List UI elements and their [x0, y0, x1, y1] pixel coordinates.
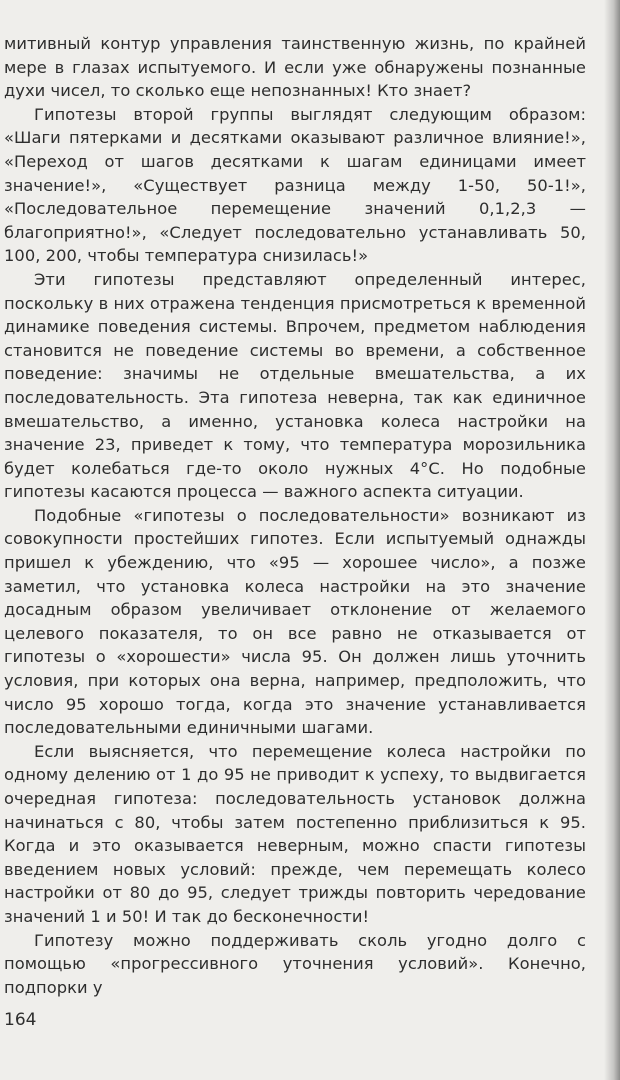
paragraph-5: Если выясняется, что перемещение колеса настройки по одному делению от 1 до 95 не приводит к успеху, то выдвигается очередная гипотеза: последовательность установок должна начинаться с 80, чтобы затем постепенно приблизиться к 95. Когда и это оказывается неверным, можно спасти гипотезы введением новых условий: прежде, чем перемещать колесо настройки от 80 до 95, следует трижды повторить чередование значений 1 и 50! И так до бесконечности!: [4, 741, 586, 926]
body-text: [4, 32, 586, 999]
paragraph-4: Подобные «гипотезы о последовательности» возникают из совокупности простейших гипотез. Если испытуемый однажды пришел к убеждению, что «95 — хорошее число», а позже заметил, что установка колеса настройки на это значение досадным образом увеличивает отклонение от желаемого целевого показателя, то он все равно не отказывается от гипотезы о «хорошести» числа 95. Он должен лишь уточнить условия, при которых она верна, например, предположить, что число 95 хорошо тогда, когда это значение устанавливается последовательными единичными шагами.: [4, 505, 586, 738]
paragraph-2: Гипотезы второй группы выглядят следующим образом: «Шаги пятерками и десятками оказывают различное влияние!», «Переход от шагов десятками к шагам единицами имеет значение!», «Существует разница между 1-50, 50-1!», «Последовательное перемещение значений 0,1,2,3 — благоприятно!», «Следует последовательно устанавливать 50, 100, 200, чтобы температура снизилась!»: [4, 104, 586, 266]
paragraph-1: митивный контур управления таинственную жизнь, по крайней мере в глазах испытуемого. И если уже обнаружены познанные духи чисел, то сколько еще непознанных! Кто знает?: [4, 34, 586, 101]
page-edge-shadow: [604, 0, 620, 1080]
page-number: 164: [4, 1010, 37, 1030]
paragraph-6: Гипотезу можно поддерживать сколь угодно долго с помощью «прогрессивного уточнения условий». Конечно, подпорки у: [4, 930, 586, 997]
paragraph-3: Эти гипотезы представляют определенный интерес, поскольку в них отражена тенденция присмотреться к временной динамике поведения системы. Впрочем, предметом наблюдения становится не поведение системы во времени, а собственное поведение: значимы не отдельные вмешательства, а их последовательность. Эта гипотеза неверна, так как единичное вмешательство, а именно, установка колеса настройки на значение 23, приведет к тому, что температура морозильника будет колебаться где-то около нужных 4°С. Но подобные гипотезы касаются процесса — важного аспекта ситуации.: [4, 269, 586, 502]
